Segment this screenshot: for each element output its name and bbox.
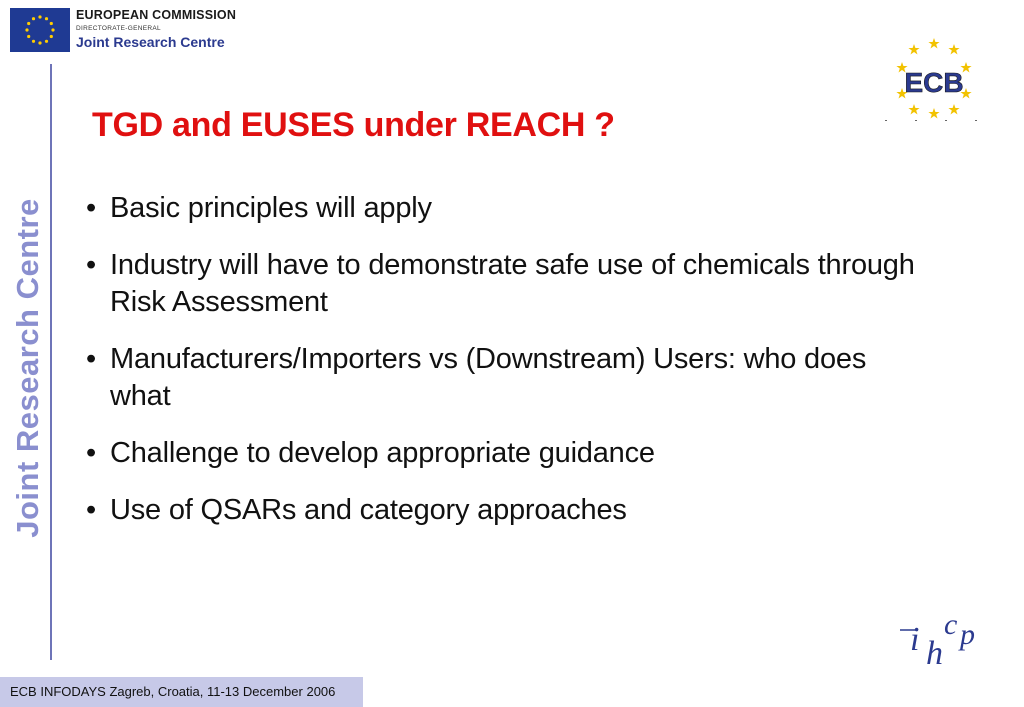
bullet-text: Manufacturers/Importers vs (Downstream) Users: who does what bbox=[110, 343, 867, 412]
bullet-item bbox=[86, 247, 916, 321]
bullet-item bbox=[86, 341, 916, 415]
bullet-text: Use of QSARs and category approaches bbox=[110, 494, 627, 526]
org-directorate: DIRECTORATE-GENERAL bbox=[76, 25, 161, 32]
vertical-brand-label bbox=[10, 192, 46, 544]
org-centre: Joint Research Centre bbox=[76, 34, 225, 50]
svg-text:p: p bbox=[960, 618, 975, 651]
ihcp-logo bbox=[896, 606, 986, 668]
bullet-icon: • bbox=[86, 437, 96, 469]
bullet-text: Industry will have to demonstrate safe use of chemicals through Risk Assessment bbox=[110, 249, 915, 318]
ec-header bbox=[10, 8, 250, 56]
footer-bar bbox=[0, 677, 363, 707]
bullet-text: Basic principles will apply bbox=[110, 192, 432, 224]
ecb-wordmark: ECB bbox=[904, 67, 964, 98]
ecb-logo bbox=[882, 36, 986, 124]
ec-wordmark bbox=[76, 8, 252, 54]
bullet-icon: • bbox=[86, 494, 96, 526]
svg-text:h: h bbox=[926, 635, 943, 668]
footer-text: ECB INFODAYS Zagreb, Croatia, 11-13 December 2006 bbox=[10, 684, 336, 699]
svg-text:c: c bbox=[944, 608, 958, 641]
bullet-list bbox=[86, 190, 916, 549]
bullet-item bbox=[86, 492, 916, 529]
eu-flag-icon bbox=[10, 8, 70, 52]
svg-text:i: i bbox=[910, 621, 920, 658]
bullet-item bbox=[86, 190, 916, 227]
slide-title: TGD and EUSES under REACH ? bbox=[92, 106, 615, 144]
vertical-divider bbox=[50, 64, 52, 660]
bullet-item bbox=[86, 435, 916, 472]
org-name: EUROPEAN COMMISSION bbox=[76, 8, 237, 22]
bullet-icon: • bbox=[86, 249, 96, 281]
vertical-brand-text: Joint Research Centre bbox=[10, 198, 45, 538]
bullet-icon: • bbox=[86, 192, 96, 224]
bullet-text: Challenge to develop appropriate guidance bbox=[110, 437, 655, 469]
bullet-icon: • bbox=[86, 343, 96, 375]
